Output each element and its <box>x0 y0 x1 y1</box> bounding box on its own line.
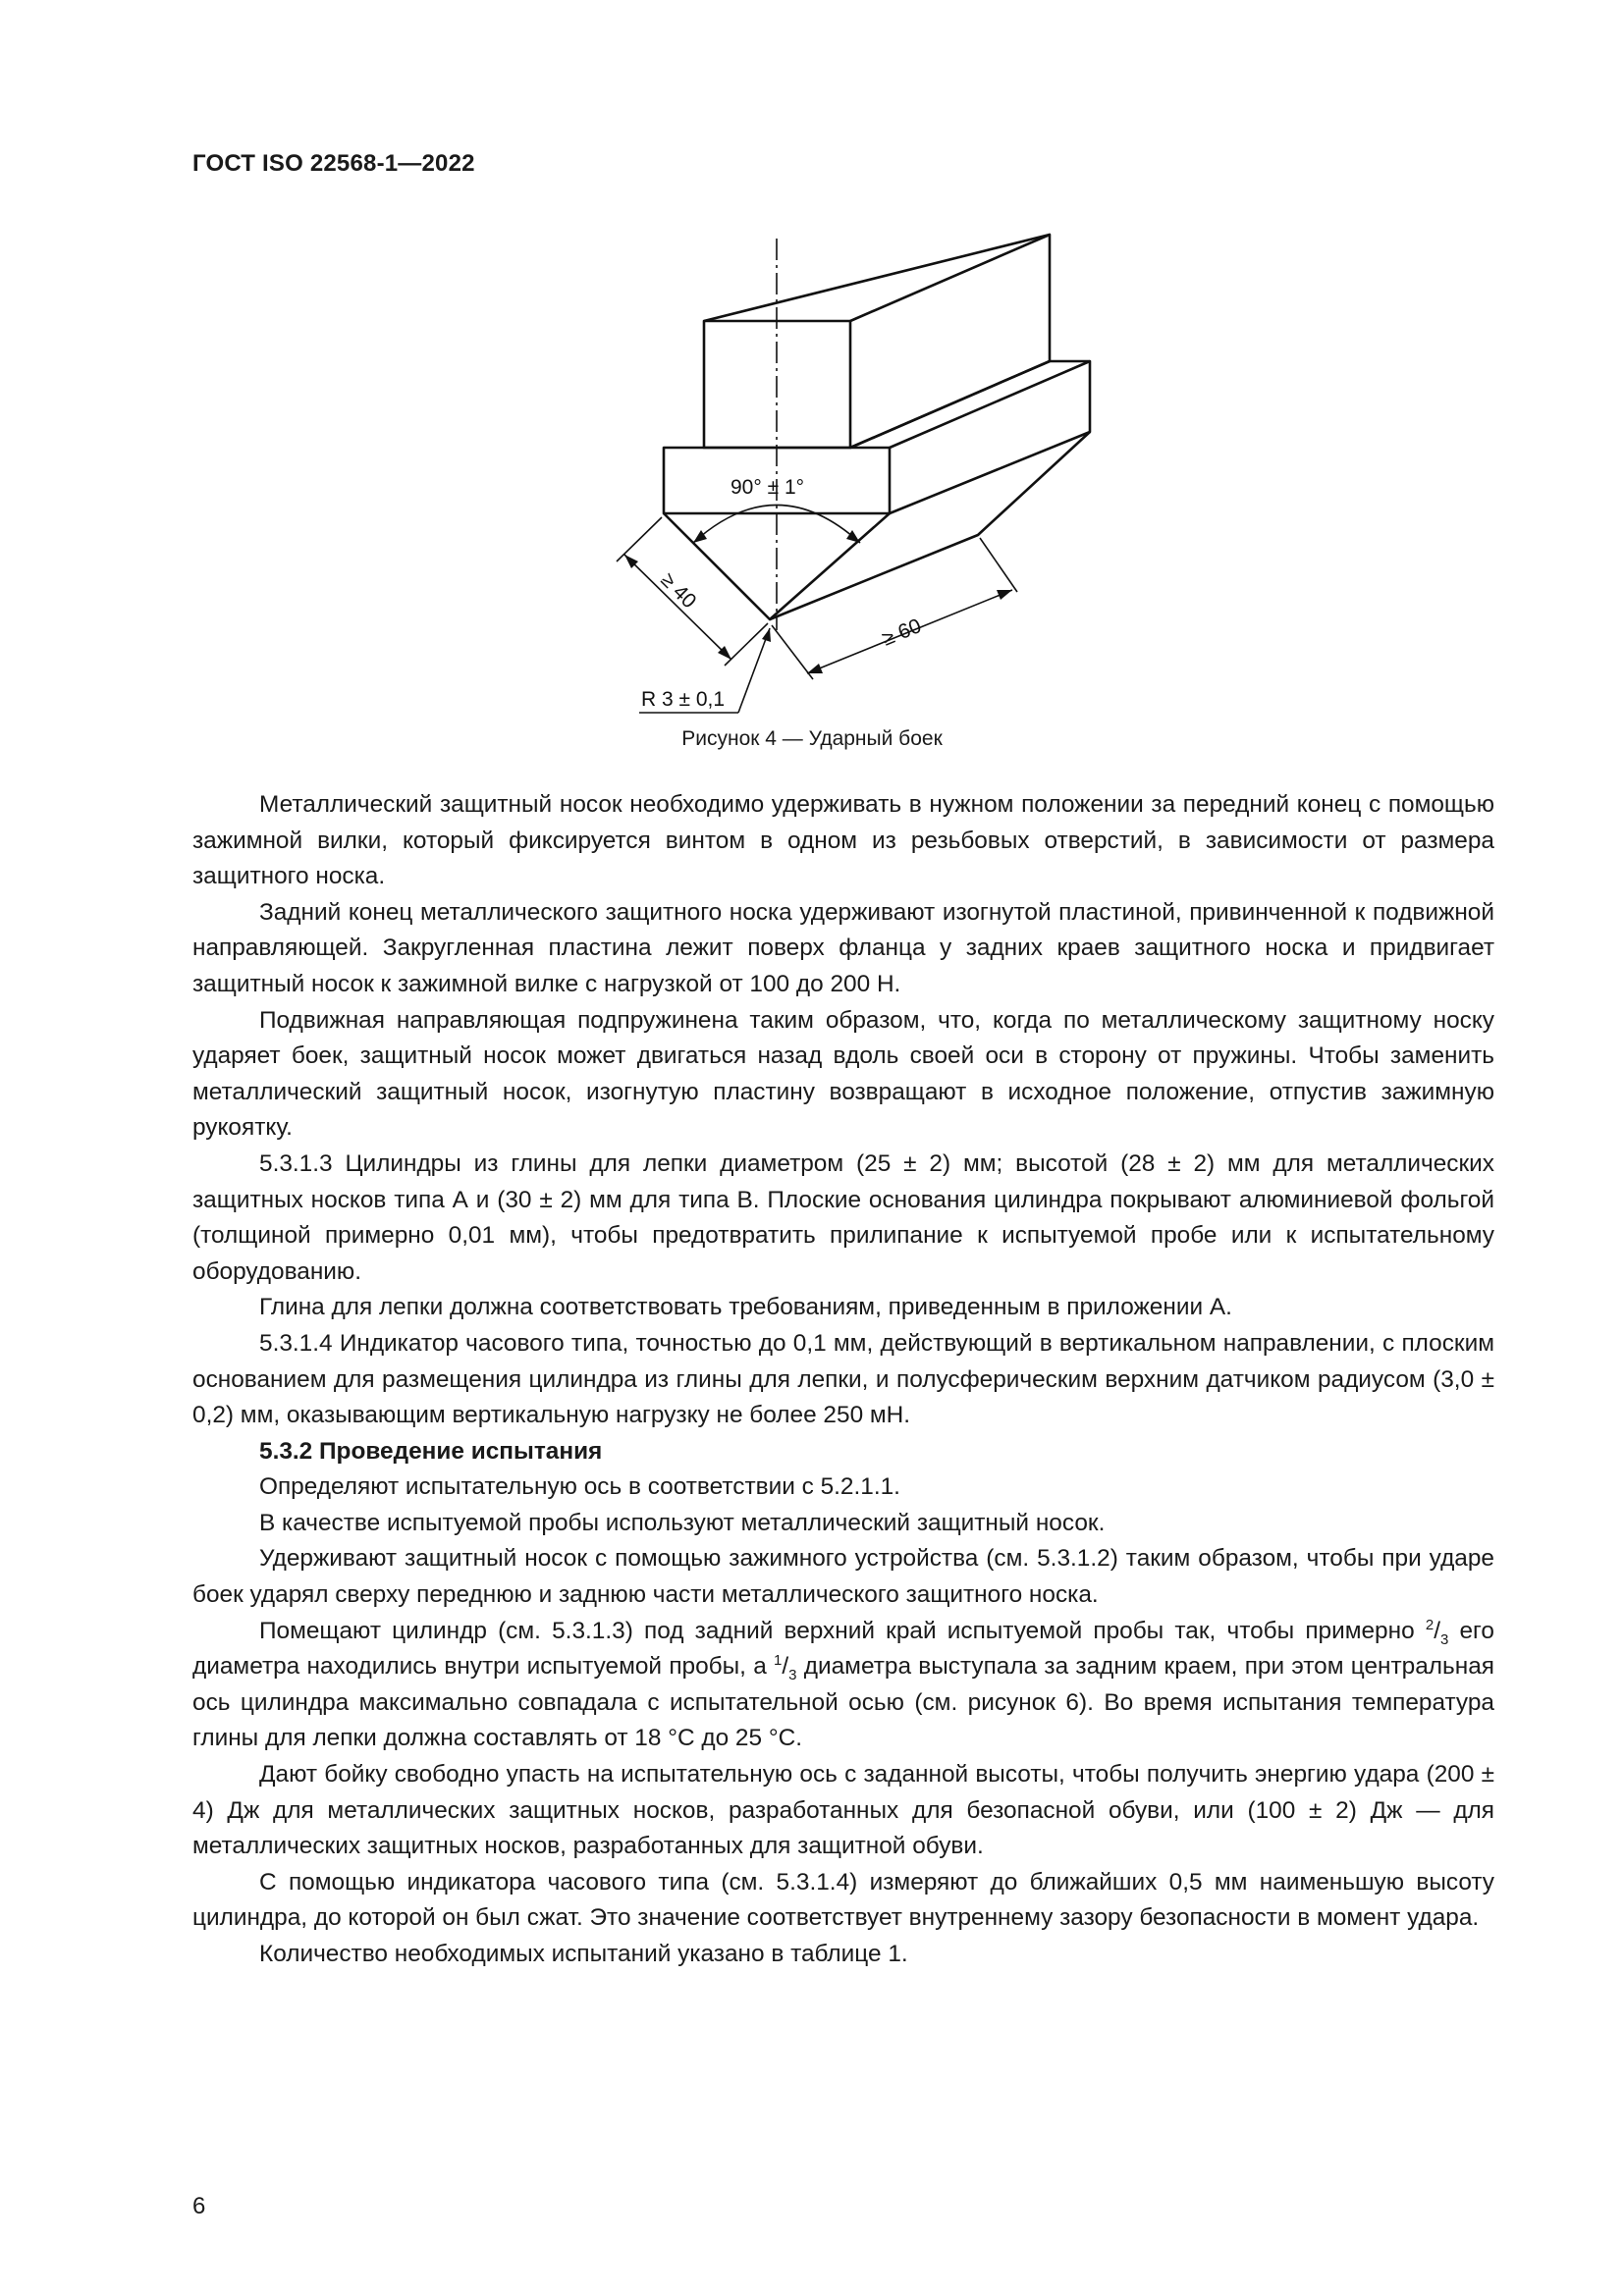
fraction-denominator: 3 <box>788 1667 797 1684</box>
paragraph-with-fractions: Помещают цилиндр (см. 5.3.1.3) под задний верхний край испытуемой пробы так, чтобы примерно $^2/_3$ его диаметра находились внутри испытуемой пробы, а $^1/_3$ диаметра выступала за задним краем, при этом центральная ось цилиндра максимально совпадала с испытательной осью (см. рисунок 6). Во время испытания температура глины для лепки должна составлять от 18 °С до 25 °С. <box>192 1616 1494 1752</box>
angle-arrow-left <box>693 530 707 543</box>
paragraph: 5.3.1.3 Цилиндры из глины для лепки диаметром (25 ± 2) мм; высотой (28 ± 2) мм для металлических защитных носков типа А и (30 ± 2) мм для типа В. Плоские основания цилиндра покрывают алюминиевой фольгой (толщиной примерно 0,01 мм), чтобы предотвратить прилипание к испытуемой пробе или к испытательному оборудованию. <box>192 1149 1494 1285</box>
paragraph: Количество необходимых испытаний указано в таблице 1. <box>259 1941 908 1967</box>
document-code-header: ГОСТ ISO 22568-1—2022 <box>192 150 475 177</box>
angle-label: 90° ± 1° <box>731 476 805 499</box>
paragraph: Дают бойку свободно упасть на испытательную ось с заданной высоты, чтобы получить энергию удара (200 ± 4) Дж для металлических защитных носков, разработанных для безопасной обуви, или (100 ± 2) Дж — для металлических защитных носков, разработанных для защитной обуви. <box>192 1761 1494 1860</box>
page-number: 6 <box>192 2193 206 2219</box>
paragraph: Подвижная направляющая подпружинена таким образом, что, когда по металлическому защитному носку ударяет боек, защитный носок может двигаться назад вдоль своей оси в сторону от пружины. Чтобы заменить металлический защитный носок, изогнутую пластину возвращают в исходное положение, отпустив зажимную рукоятку. <box>192 1006 1494 1142</box>
paragraph: Задний конец металлического защитного носка удерживают изогнутой пластиной, привинченной к подвижной направляющей. Закругленная пластина лежит поверх фланца у задних краев защитного носка и придвигает защитный носок к зажимной вилке с нагрузкой от 100 до 200 Н. <box>192 898 1494 997</box>
paragraph: Определяют испытательную ось в соответствии с 5.2.1.1. <box>259 1473 900 1501</box>
right-dim-arrow-right <box>997 590 1012 600</box>
fraction-denominator: 3 <box>1439 1630 1449 1648</box>
radius-arrow <box>762 628 771 642</box>
right-dimension <box>772 538 1017 679</box>
paragraph: С помощью индикатора часового типа (см. 5.3.1.4) измеряют до ближайших 0,5 мм наименьшую высоту цилиндра, до которой он был сжат. Это значение соответствует внутреннему зазору безопасности в момент удара. <box>192 1868 1494 1932</box>
striker-outline <box>664 235 1090 619</box>
striker-figure <box>579 221 1129 741</box>
paragraph: 5.3.1.4 Индикатор часового типа, точностью до 0,1 мм, действующий в вертикальном направлении, с плоским основанием для размещения цилиндра из глины для лепки, и полусферическим верхним датчиком радиусом (3,0 ± 0,2) мм, оказывающим вертикальную нагрузку не более 250 мН. <box>192 1329 1494 1429</box>
angle-arrow-right <box>846 530 860 543</box>
fraction-numerator: 2 <box>1425 1616 1435 1633</box>
body-text <box>192 787 1494 1973</box>
radius-label: R 3 ± 0,1 <box>641 688 726 711</box>
text-run: Помещают цилиндр (см. 5.3.1.3) под задний верхний край испытуемой пробы так, чтобы примерно <box>259 1617 1426 1644</box>
text-run: диаметра выступала за задним краем, при этом центральная ось цилиндра максимально совпадала с испытательной осью (см. рисунок 6). Во время испытания температура глины для лепки должна составлять от 18 °С до 25 °С. <box>192 1653 1494 1752</box>
paragraph: Глина для лепки должна соответствовать требованиям, приведенным в приложении А. <box>259 1294 1232 1321</box>
figure-caption: Рисунок 4 — Ударный боек <box>681 727 943 750</box>
striker-drawing <box>579 221 1129 741</box>
paragraph: Удерживают защитный носок с помощью зажимного устройства (см. 5.3.1.2) таким образом, чтобы при ударе боек ударял сверху переднюю и заднюю части металлического защитного носка. <box>192 1545 1494 1609</box>
fraction-numerator: 1 <box>774 1652 783 1670</box>
right-dim-arrow-left <box>807 664 823 673</box>
section-heading: 5.3.2 Проведение испытания <box>259 1437 603 1465</box>
paragraph: В качестве испытуемой пробы используют металлический защитный носок. <box>259 1509 1106 1536</box>
paragraph: Металлический защитный носок необходимо удерживать в нужном положении за передний конец с помощью зажимной вилки, который фиксируется винтом в одном из резьбовых отверстий, в зависимости от размера защитного носка. <box>192 791 1494 890</box>
text-run: его диаметра находились внутри испытуемой пробы, а <box>192 1617 1494 1681</box>
right-dim-label: ≥ 60 <box>879 614 925 651</box>
left-dim-label: ≥ 40 <box>656 568 701 614</box>
